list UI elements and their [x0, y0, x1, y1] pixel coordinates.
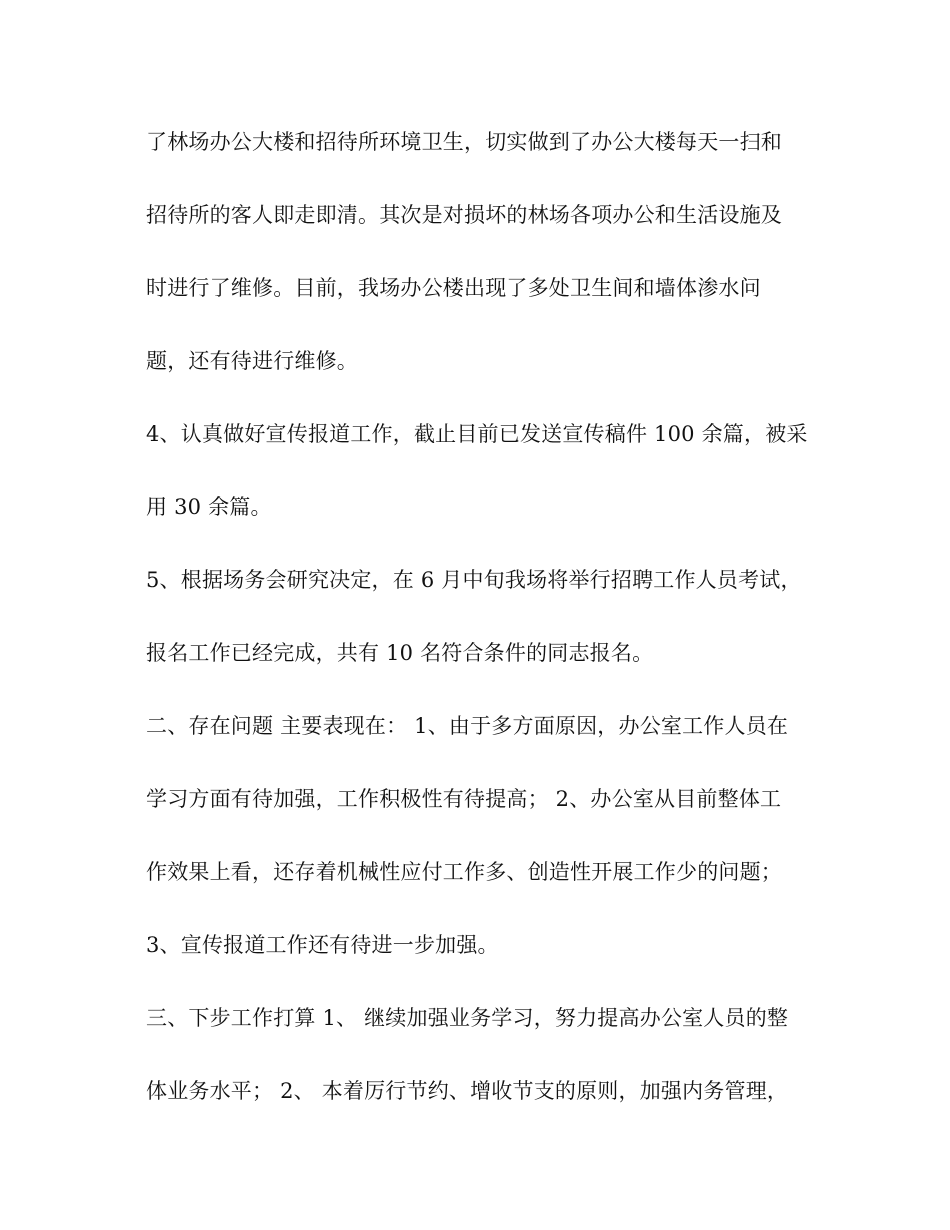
paragraph-line: 体业务水平； 2、 本着厉行节约、增收节支的原则，加强内务管理， — [146, 1079, 789, 1103]
paragraph-line: 三、下步工作打算 1、 继续加强业务学习，努力提高办公室人员的整 — [146, 1006, 789, 1030]
paragraph-line: 用 30 余篇。 — [146, 495, 272, 519]
paragraph-line: 报名工作已经完成，共有 10 名符合条件的同志报名。 — [146, 641, 654, 665]
paragraph-line: 了林场办公大楼和招待所环境卫生，切实做到了办公大楼每天一扫和 — [146, 130, 782, 154]
paragraph-line: 4、认真做好宣传报道工作，截止目前已发送宣传稿件 100 余篇，被采 — [146, 422, 808, 446]
paragraph-line: 时进行了维修。目前，我场办公楼出现了多处卫生间和墙体渗水问 — [146, 276, 761, 300]
paragraph-line: 二、存在问题 主要表现在： 1、由于多方面原因，办公室工作人员在 — [146, 714, 789, 738]
paragraph-line: 作效果上看，还存着机械性应付工作多、创造性开展工作少的问题； — [146, 860, 782, 884]
paragraph-line: 招待所的客人即走即清。其次是对损坏的林场各项办公和生活设施及 — [146, 203, 782, 227]
paragraph-line: 题，还有待进行维修。 — [146, 349, 358, 373]
paragraph-line: 3、宣传报道工作还有待进一步加强。 — [146, 933, 499, 957]
paragraph-line: 学习方面有待加强，工作积极性有待提高； 2、办公室从目前整体工 — [146, 787, 782, 811]
paragraph-line: 5、根据场务会研究决定，在 6 月中旬我场将举行招聘工作人员考试， — [146, 568, 802, 592]
